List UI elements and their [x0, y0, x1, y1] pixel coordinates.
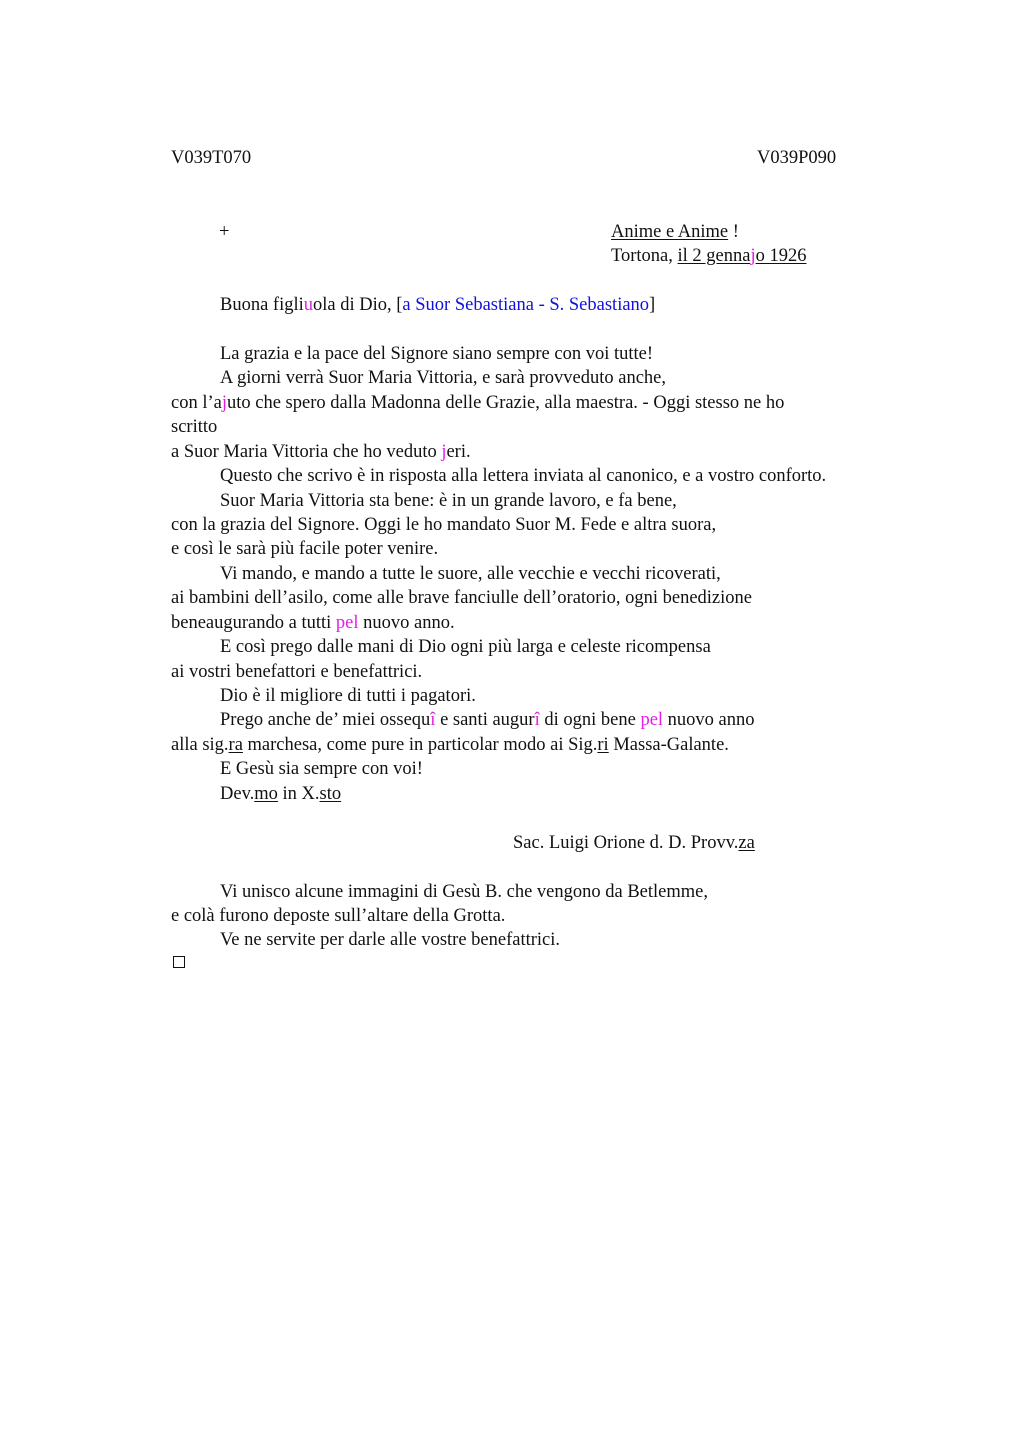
postscript-line-1: Vi unisco alcune immagini di Gesù B. che vengono da Betlemme, [220, 882, 709, 902]
body-line-5 [171, 440, 471, 464]
date-part-a: il 2 genna [677, 246, 751, 266]
body-line-2: A giorni verrà Suor Maria Vittoria, e sarà provveduto anche, [220, 368, 667, 388]
text-span: nuovo anno [663, 710, 755, 730]
right-archive-code: V039P090 [757, 148, 837, 168]
motto-text: Anime e Anime [611, 222, 729, 242]
text-span: nuovo anno. [358, 613, 455, 633]
text-span: Massa-Galante. [608, 735, 729, 755]
dateline-place: Tortona, [611, 246, 678, 266]
body-line-9: e così le sarà più facile poter venire. [171, 539, 439, 559]
postscript-line-3: Ve ne servite per darle alle vostre benefattrici. [220, 930, 561, 950]
body-line-4: scritto [171, 417, 218, 437]
salutation-editorial-u: u [303, 295, 314, 315]
text-span: a Suor Maria Vittoria che ho veduto [171, 442, 442, 462]
salutation [220, 293, 655, 317]
left-archive-code: V039T070 [171, 148, 252, 168]
body-line-13: E così prego dalle mani di Dio ogni più larga e celeste ricompensa [220, 637, 711, 657]
body-line-8: con la grazia del Signore. Oggi le ho mandato Suor M. Fede e altra suora, [171, 515, 717, 535]
salutation-part-a: Buona figli [220, 295, 304, 315]
text-span: eri. [446, 442, 471, 462]
body-line-3 [171, 391, 784, 415]
cross-mark: + [219, 222, 230, 242]
closing-line [220, 782, 341, 806]
salutation-recipient: a Suor Sebastiana - S. Sebastiano [402, 295, 650, 315]
body-line-12 [171, 611, 455, 635]
motto [611, 220, 739, 244]
text-span: marchesa, come pure in particolar modo ai Sig. [242, 735, 598, 755]
motto-suffix: ! [728, 222, 739, 242]
abbrev-sto: sto [319, 784, 342, 804]
editorial-i-circumflex: î [430, 710, 436, 730]
body-line-14: ai vostri benefattori e benefattrici. [171, 662, 423, 682]
abbrev-ri: ri [597, 735, 609, 755]
body-line-11: ai bambini dell’asilo, come alle brave fanciulle dell’oratorio, ogni benedizione [171, 588, 752, 608]
editorial-i-circumflex: î [534, 710, 540, 730]
postscript-line-2: e colà furono deposte sull’altare della Grotta. [171, 906, 506, 926]
body-line-10: Vi mando, e mando a tutte le suore, alle vecchie e vecchi ricoverati, [220, 564, 721, 584]
body-line-7: Suor Maria Vittoria sta bene: è in un grande lavoro, e fa bene, [220, 491, 677, 511]
text-span: Dev. [220, 784, 255, 804]
signature [513, 831, 755, 855]
text-span: in X. [277, 784, 320, 804]
dateline-date [678, 246, 807, 266]
salutation-close-bracket: ] [649, 295, 656, 315]
text-span: di ogni bene [539, 710, 641, 730]
text-span: beneaugurando a tutti [171, 613, 336, 633]
date-part-b: o 1926 [755, 246, 807, 266]
editorial-j: j [221, 393, 227, 413]
text-span: e santi augur [435, 710, 535, 730]
dateline [611, 244, 807, 268]
text-span: uto che spero dalla Madonna delle Grazie, alla maestra. - Oggi stesso ne ho [227, 393, 785, 413]
text-span: alla sig. [171, 735, 229, 755]
body-line-16 [220, 708, 755, 732]
editorial-j: j [441, 442, 447, 462]
date-editorial-j: j [750, 246, 756, 266]
editorial-pel: pel [640, 710, 664, 730]
abbrev-mo: mo [254, 784, 278, 804]
salutation-part-b: ola di Dio, [ [313, 295, 403, 315]
body-line-18: E Gesù sia sempre con voi! [220, 759, 423, 779]
abbrev-ra: ra [228, 735, 243, 755]
text-span: Sac. Luigi Orione d. D. Provv. [513, 833, 739, 853]
text-span: Prego anche de’ miei ossequ [220, 710, 431, 730]
text-span: con l’a [171, 393, 222, 413]
editorial-pel: pel [335, 613, 359, 633]
body-line-1: La grazia e la pace del Signore siano sempre con voi tutte! [220, 344, 654, 364]
body-line-15: Dio è il migliore di tutti i pagatori. [220, 686, 476, 706]
body-line-17 [171, 733, 729, 757]
body-line-6: Questo che scrivo è in risposta alla lettera inviata al canonico, e a vostro conforto. [220, 466, 827, 486]
abbrev-za: za [738, 833, 755, 853]
end-square-icon [173, 956, 185, 968]
